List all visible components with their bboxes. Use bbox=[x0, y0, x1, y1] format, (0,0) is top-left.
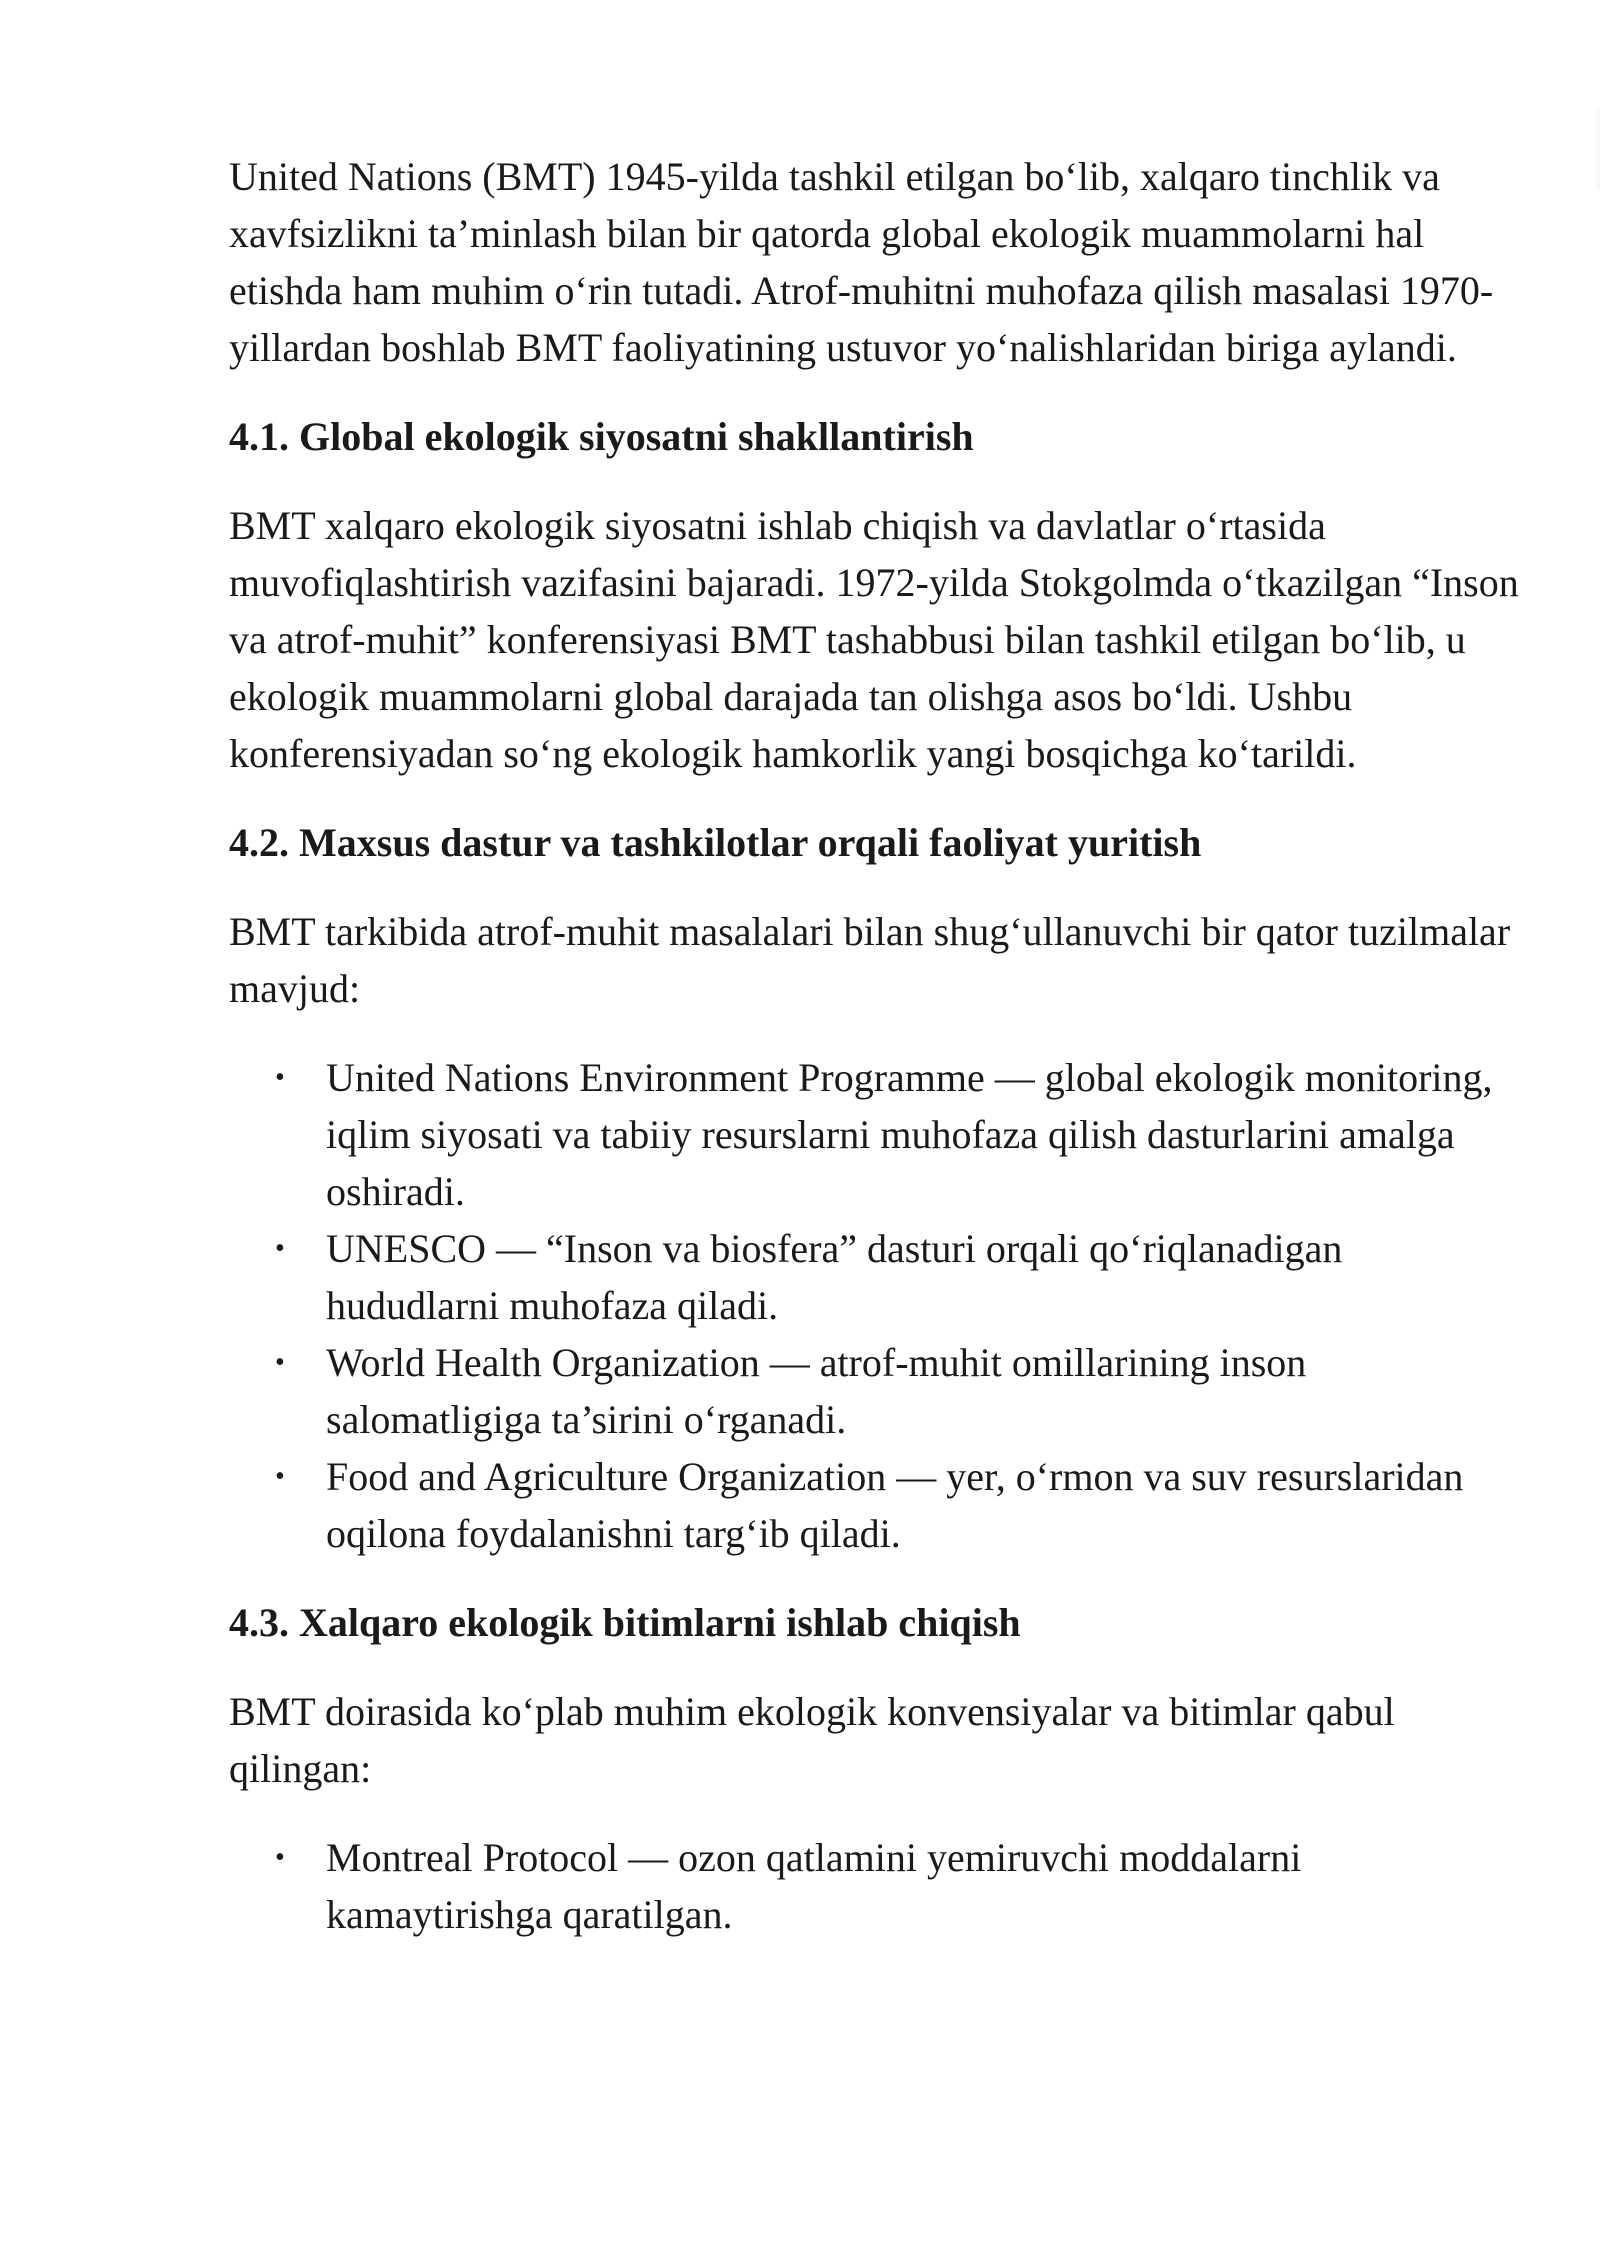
list-item-text: Montreal Protocol — ozon qatlamini yemiruvchi moddalarni kamaytirishga qaratilgan. bbox=[326, 1835, 1302, 1937]
bullet-icon: • bbox=[275, 1461, 285, 1492]
section-4-3-paragraph: BMT doirasida ko‘plab muhim ekologik konvensiyalar va bitimlar qabul qilingan: bbox=[229, 1689, 1395, 1791]
section-4-1-heading: 4.1. Global ekologik siyosatni shakllantirish bbox=[229, 414, 974, 459]
bullet-icon: • bbox=[275, 1233, 285, 1264]
list-item-text: UNESCO — “Inson va biosfera” dasturi orqali qo‘riqlanadigan hududlarni muhofaza qiladi. bbox=[326, 1226, 1343, 1328]
list-item bbox=[229, 1049, 1519, 1220]
section-4-3-list bbox=[229, 1829, 1519, 1943]
section-4-2-paragraph: BMT tarkibida atrof-muhit masalalari bilan shug‘ullanuvchi bir qator tuzilmalar mavjud: bbox=[229, 909, 1511, 1011]
section-4-2-heading: 4.2. Maxsus dastur va tashkilotlar orqali faoliyat yuritish bbox=[229, 820, 1202, 865]
list-item bbox=[229, 1448, 1519, 1562]
bullet-icon: • bbox=[275, 1347, 285, 1378]
list-item bbox=[229, 1334, 1519, 1448]
section-4-2-list bbox=[229, 1049, 1519, 1562]
section-4-3-heading: 4.3. Xalqaro ekologik bitimlarni ishlab chiqish bbox=[229, 1600, 1021, 1645]
bullet-icon: • bbox=[275, 1842, 285, 1873]
document-page bbox=[229, 148, 1519, 1975]
list-item bbox=[229, 1220, 1519, 1334]
intro-paragraph: United Nations (BMT) 1945-yilda tashkil etilgan bo‘lib, xalqaro tinchlik va xavfsizlikni ta’minlash bilan bir qatorda global ekologik muammolarni hal etishda ham muhim o‘rin tutadi. Atrof-muhitni muhofaza qilish masalasi 1970-yillardan boshlab BMT faoliyatining ustuvor yo‘nalishlaridan biriga aylandi. bbox=[229, 154, 1494, 370]
list-item-text: Food and Agriculture Organization — yer, o‘rmon va suv resurslaridan oqilona foydalanishni targ‘ib qiladi. bbox=[326, 1454, 1464, 1556]
section-4-1-paragraph: BMT xalqaro ekologik siyosatni ishlab chiqish va davlatlar o‘rtasida muvofiqlashtirish vazifasini bajaradi. 1972-yilda Stokgolmda o‘tkazilgan “Inson va atrof-muhit” konferensiyasi BMT tashabbusi bilan tashkil etilgan bo‘lib, u ekologik muammolarni global darajada tan olishga asos bo‘ldi. Ushbu konferensiyadan so‘ng ekologik hamkorlik yangi bosqichga ko‘tarildi. bbox=[229, 503, 1519, 776]
list-item-text: World Health Organization — atrof-muhit omillarining inson salomatligiga ta’sirini o‘rganadi. bbox=[326, 1340, 1307, 1442]
list-item-text: United Nations Environment Programme — global ekologik monitoring, iqlim siyosati va tabiiy resurslarni muhofaza qilish dasturlarini amalga oshiradi. bbox=[326, 1055, 1493, 1214]
page-edge-shadow bbox=[1594, 110, 1600, 190]
list-item bbox=[229, 1829, 1519, 1943]
bullet-icon: • bbox=[275, 1062, 285, 1093]
